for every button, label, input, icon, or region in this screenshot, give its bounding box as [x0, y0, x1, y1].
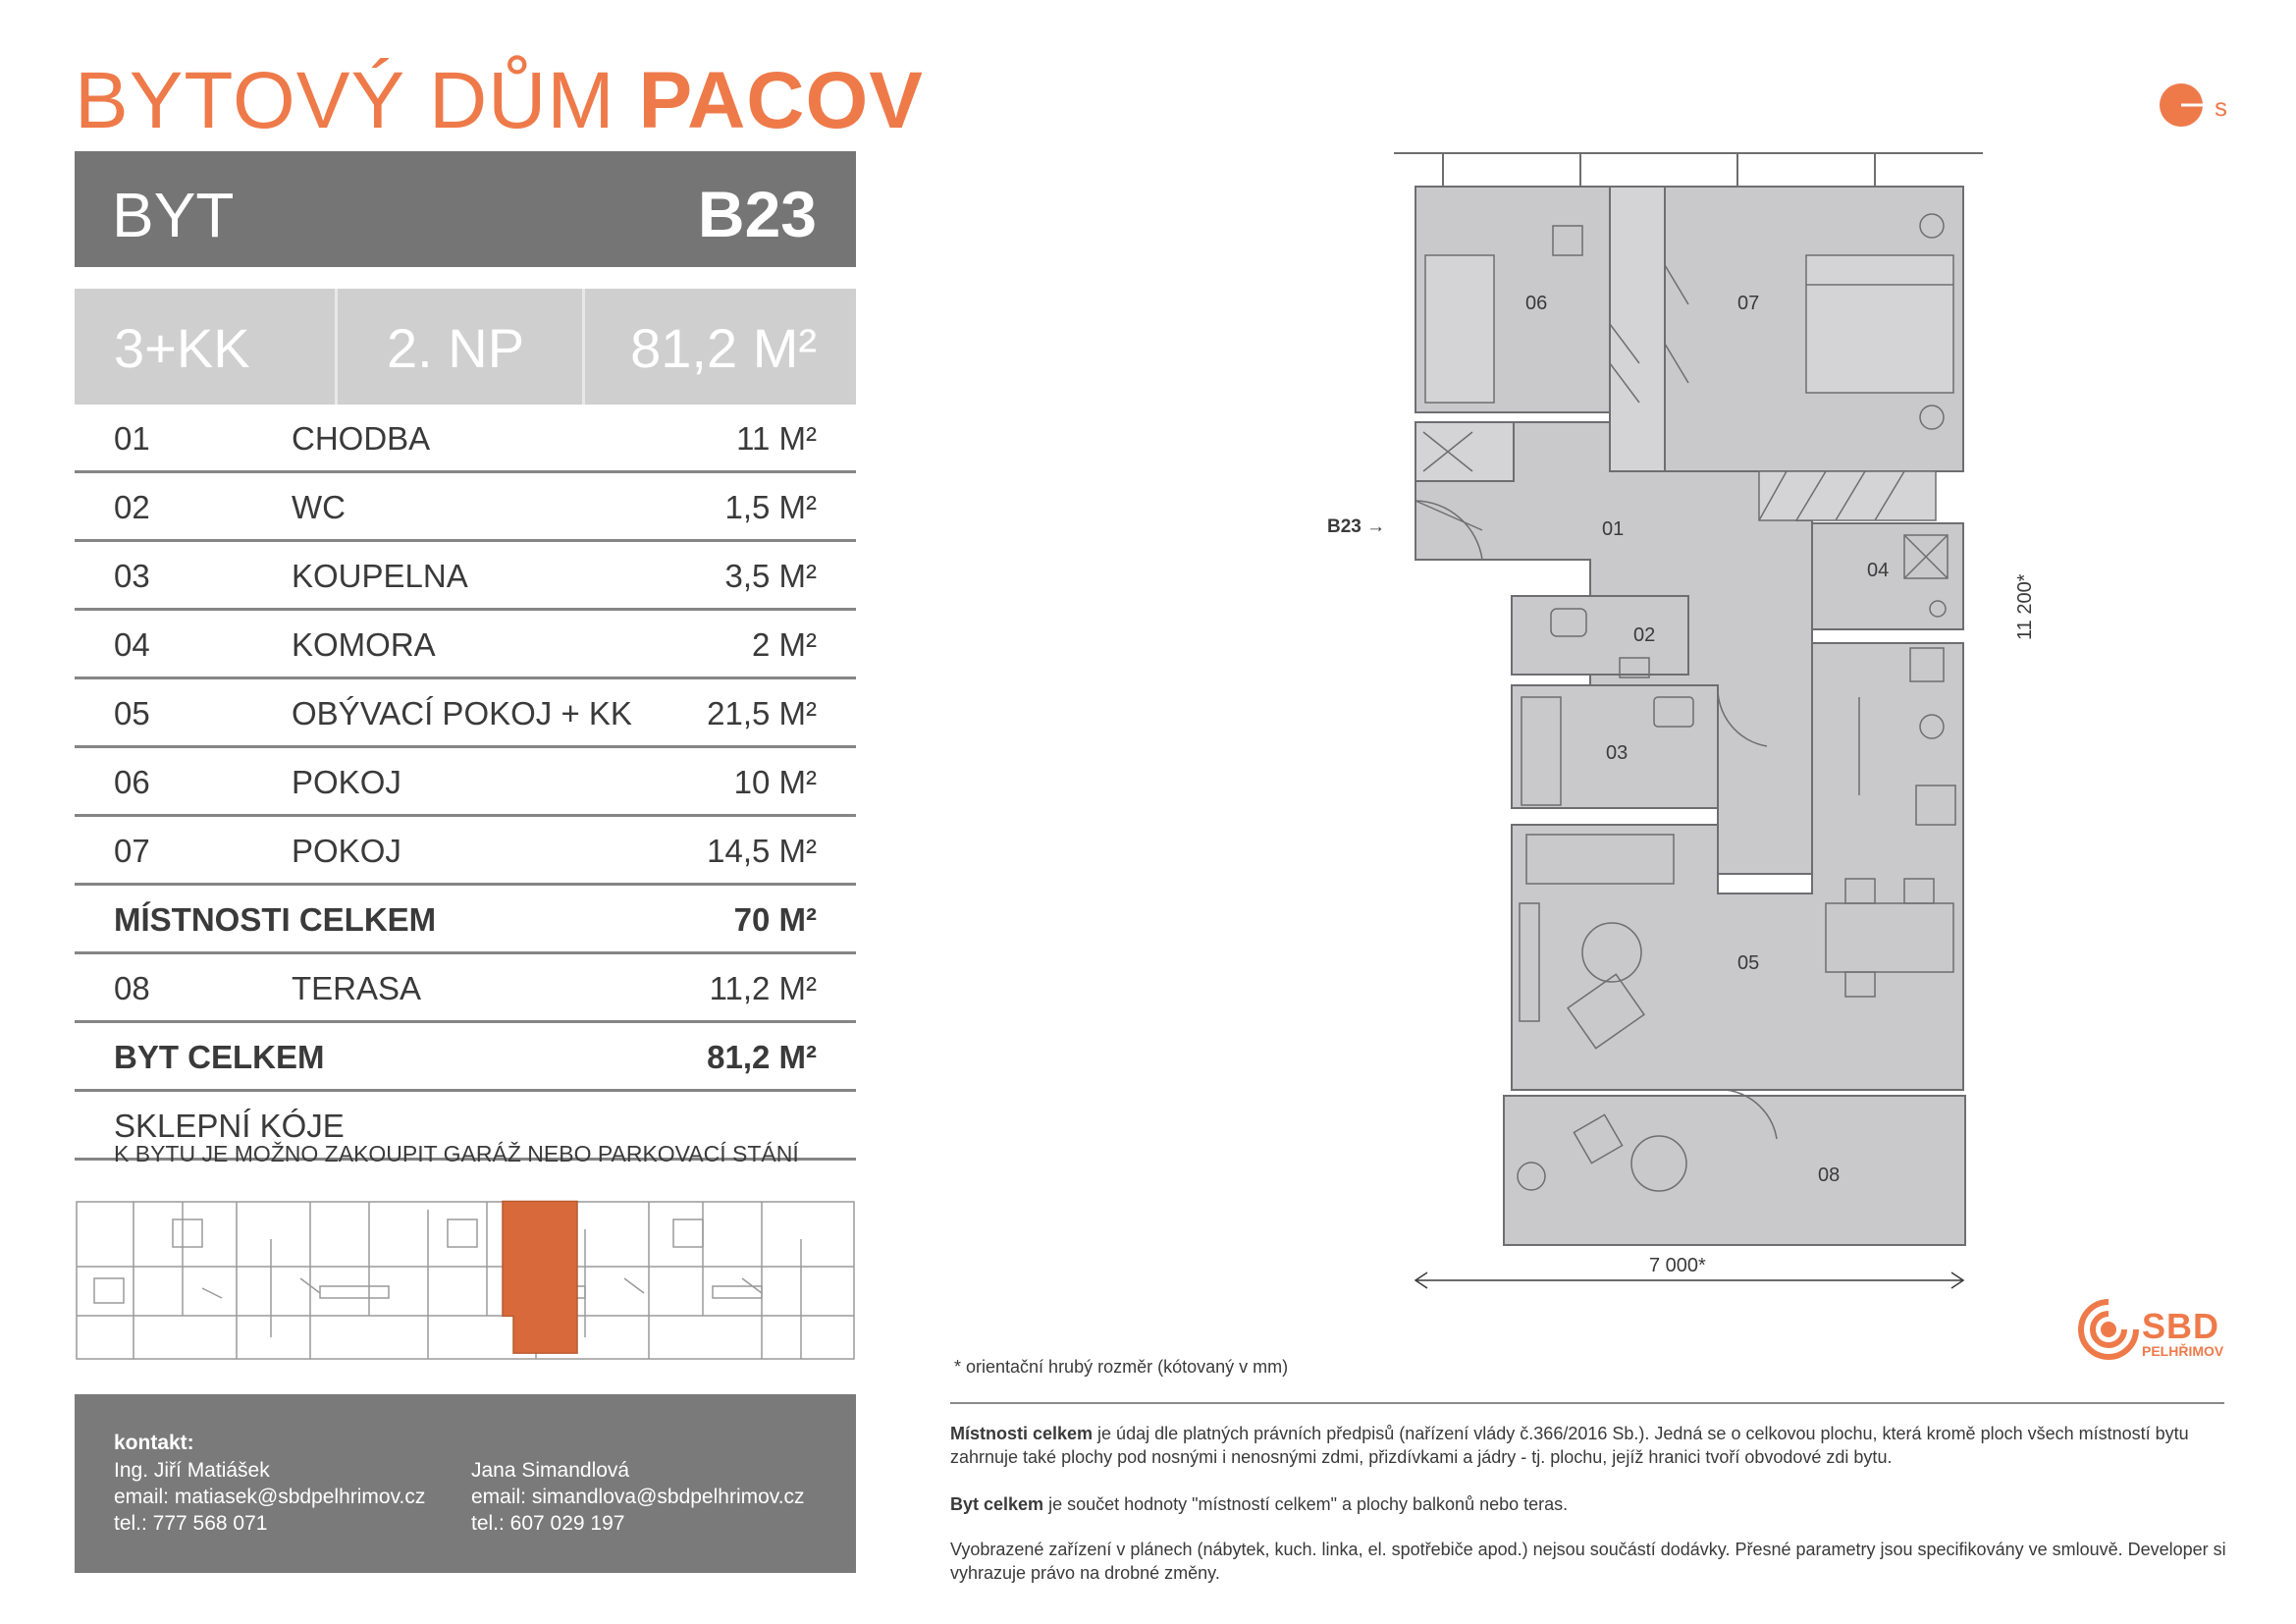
title-bold: PACOV — [638, 56, 925, 145]
contact-email[interactable]: email: simandlova@sbdpelhrimov.cz — [471, 1486, 805, 1508]
room-number: 04 — [114, 626, 150, 663]
room-area: 21,5 M² — [707, 695, 817, 731]
note-paragraph — [950, 1492, 2226, 1516]
note-paragraph — [950, 1422, 2226, 1469]
cellar-label: SKLEPNÍ KÓJE — [114, 1108, 345, 1144]
contact-box — [75, 1394, 856, 1573]
table-row — [75, 473, 856, 542]
room-number: 02 — [114, 489, 150, 525]
contact-email[interactable]: email: matiasek@sbdpelhrimov.cz — [114, 1486, 426, 1508]
note-term: Místnosti celkem — [950, 1424, 1094, 1443]
floor-plan — [1394, 147, 1983, 1306]
room-name: POKOJ — [292, 764, 401, 800]
logo-mark: s — [2215, 92, 2227, 122]
room-number: 06 — [114, 764, 150, 800]
room-number: 05 — [114, 695, 150, 731]
contact-person-1 — [114, 1457, 425, 1537]
contact-label: kontakt: — [114, 1432, 194, 1454]
rooms-total-area: 70 M² — [733, 901, 817, 938]
summary-divider — [582, 289, 585, 405]
summary-floor: 2. NP — [387, 317, 525, 379]
room-area: 3,5 M² — [724, 558, 817, 594]
contact-phone[interactable]: tel.: 777 568 071 — [114, 1512, 268, 1535]
unit-summary — [75, 289, 856, 405]
plan-room-label: 06 — [1525, 293, 1548, 314]
rooms-total-label: MÍSTNOSTI CELKEM — [114, 901, 437, 938]
dimension-width: 7 000* — [1649, 1255, 1706, 1276]
room-area: 11 M² — [736, 420, 817, 457]
entry-label: B23 → — [1327, 516, 1386, 537]
room-name: WC — [292, 489, 346, 525]
room-name: TERASA — [292, 970, 422, 1006]
unit-banner — [75, 151, 856, 267]
footnote: * orientační hrubý rozměr (kótovaný v mm) — [954, 1357, 1289, 1377]
room-name: KOUPELNA — [292, 558, 468, 594]
room-number: 08 — [114, 970, 150, 1006]
rooms-total-row — [75, 886, 856, 954]
note-term: Byt celkem — [950, 1494, 1044, 1514]
plan-room-label: 05 — [1737, 952, 1760, 974]
room-number: 07 — [114, 833, 150, 869]
plan-room-label: 01 — [1602, 518, 1625, 540]
room-area: 14,5 M² — [707, 833, 817, 869]
table-row — [75, 748, 856, 817]
room-area: 11,2 M² — [709, 970, 817, 1006]
brand-logo-icon — [2160, 81, 2238, 135]
table-row — [75, 954, 856, 1023]
plan-room-label: 02 — [1633, 624, 1656, 646]
room-name: CHODBA — [292, 420, 431, 457]
byt-label: BYT — [112, 180, 235, 250]
summary-layout: 3+KK — [114, 317, 250, 379]
page-title — [75, 56, 925, 145]
sbd-logo-text: SBD — [2142, 1306, 2220, 1346]
room-name: KOMORA — [292, 626, 436, 663]
divider — [950, 1402, 2224, 1404]
building-key-plan — [75, 1200, 856, 1361]
unit-total-area: 81,2 M² — [707, 1039, 817, 1075]
sbd-logo-icon — [2069, 1294, 2148, 1365]
room-area: 10 M² — [733, 764, 817, 800]
table-row — [75, 542, 856, 611]
contact-phone[interactable]: tel.: 607 029 197 — [471, 1512, 625, 1535]
table-row — [75, 817, 856, 886]
unit-total-row — [75, 1023, 856, 1092]
room-name: POKOJ — [292, 833, 401, 869]
room-number: 01 — [114, 420, 150, 457]
room-name: OBÝVACÍ POKOJ + KK — [292, 695, 632, 731]
plan-room-label: 08 — [1818, 1164, 1841, 1186]
table-row — [75, 611, 856, 679]
contact-person-2 — [471, 1457, 805, 1537]
table-row — [75, 405, 856, 473]
room-number: 03 — [114, 558, 150, 594]
note-paragraph: Vyobrazené zařízení v plánech (nábytek, kuch. linka, el. spotřebiče apod.) nejsou součástí dodávky. Přesné parametry jsou specifikovány ve smlouvě. Developer si vyhrazuje právo na drobné změny. — [950, 1540, 2226, 1583]
note-text: je součet hodnoty "místností celkem" a plochy balkonů nebo teras. — [1043, 1494, 1569, 1514]
table-row — [75, 679, 856, 748]
unit-code: B23 — [697, 178, 817, 250]
room-02 — [1512, 596, 1688, 675]
contact-name: Ing. Jiří Matiášek — [114, 1459, 270, 1482]
sbd-logo-subtext: PELHŘIMOV — [2142, 1343, 2224, 1359]
summary-divider — [335, 289, 338, 405]
garage-note: K BYTU JE MOŽNO ZAKOUPIT GARÁŽ NEBO PARKOVACÍ STÁNÍ — [114, 1141, 799, 1166]
title-light: BYTOVÝ DŮM — [75, 56, 615, 145]
plan-room-label: 03 — [1606, 742, 1629, 764]
contact-name: Jana Simandlová — [471, 1459, 630, 1482]
room-area: 1,5 M² — [724, 489, 817, 525]
note-text: je údaj dle platných právních předpisů (nařízení vlády č.366/2016 Sb.). Jedná se o celkovou plochu, která kromě ploch všech místností bytu zahrnuje také plochy pod nosnými i nenosnými zdmi, přizdívkami a jádry - tj. plochu, jejíž hranici tvoří obvodové zdi bytu. — [950, 1424, 2189, 1467]
summary-area: 81,2 M² — [630, 317, 817, 379]
rooms-table — [75, 405, 856, 1161]
dimension-height: 11 200* — [2014, 573, 2036, 640]
plan-room-label: 04 — [1867, 560, 1890, 581]
room-08 — [1504, 1096, 1965, 1245]
unit-total-label: BYT CELKEM — [114, 1039, 325, 1075]
room-area: 2 M² — [752, 626, 817, 663]
plan-room-label: 07 — [1737, 293, 1760, 314]
